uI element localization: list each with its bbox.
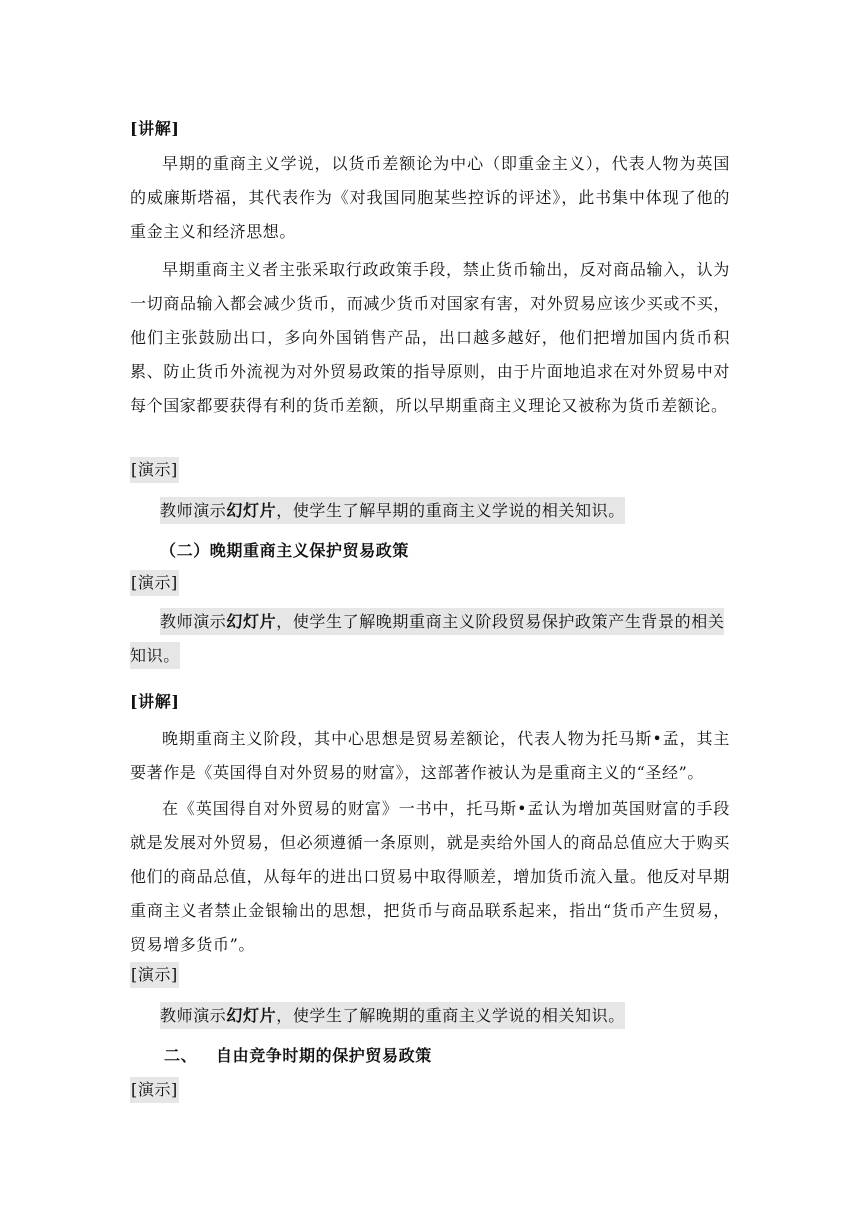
section-tag-demo: [演示] — [130, 962, 179, 988]
demo-instruction-highlight — [160, 497, 625, 524]
demo-suffix: ，使学生了解晚期的重商主义学说的相关知识。 — [276, 1006, 625, 1025]
section-tag-explain: [讲解] — [130, 119, 180, 138]
section-tag-demo-wrapper — [130, 457, 730, 483]
demo-instruction-late-background — [130, 605, 730, 673]
section-tag-demo: [演示] — [130, 570, 179, 596]
demo-instruction-early — [130, 494, 730, 528]
paragraph-late-mercantilism-intro: 晚期重商主义阶段，其中心思想是贸易差额论，代表人物为托马斯•孟，其主要著作是《英国得自对外贸易的财富》，这部著作被认为是重商主义的“圣经”。 — [130, 729, 730, 782]
paragraph-early-mercantilism-intro: 早期的重商主义学说，以货币差额论为中心（即重金主义），代表人物为英国的威廉斯塔福，其代表作为《对我国同胞某些控诉的评述》，此书集中体现了他的重金主义和经济思想。 — [130, 154, 730, 241]
section-title: 自由竞争时期的保护贸易政策 — [216, 1046, 432, 1065]
paragraph-thomas-mun: 在《英国得自对外贸易的财富》一书中，托马斯•孟认为增加英国财富的手段就是发展对外贸易，但必须遵循一条原则，就是卖给外国人的商品总值应大于购买他们的商品总值，从每年的进出口贸易中取得顺差，增加货币流入量。他反对早期重商主义者禁止金银输出的思想，把货币与商品联系起来，指出“货币产生贸易，贸易增多货币”。 — [130, 799, 730, 954]
demo-keyword-slides: 幻灯片 — [226, 501, 277, 520]
section-tag-demo: [演示] — [130, 1077, 179, 1103]
section-tag-demo-wrapper — [130, 570, 730, 596]
section-number: 二、 — [164, 1046, 198, 1065]
section-tag-demo-wrapper — [130, 962, 730, 988]
section-tag-explain: [讲解] — [130, 692, 180, 711]
demo-prefix: 教师演示 — [160, 612, 227, 631]
demo-keyword-slides: 幻灯片 — [226, 1006, 277, 1025]
demo-suffix: ，使学生了解晚期重商主义阶段贸易保护政策产生背景的相关知识。 — [130, 612, 725, 665]
section-tag-demo: [演示] — [130, 457, 179, 483]
subheading-late-mercantilism: （二）晚期重商主义保护贸易政策 — [160, 541, 410, 560]
demo-instruction-highlight — [160, 1002, 625, 1029]
demo-keyword-slides: 幻灯片 — [226, 612, 277, 631]
demo-instruction-late — [130, 999, 730, 1033]
demo-prefix: 教师演示 — [160, 501, 227, 520]
demo-suffix: ，使学生了解早期的重商主义学说的相关知识。 — [276, 501, 625, 520]
demo-prefix: 教师演示 — [160, 1006, 227, 1025]
demo-instruction-highlight — [130, 608, 724, 669]
section-tag-demo-wrapper — [130, 1077, 730, 1103]
section-heading-free-competition — [130, 1043, 730, 1069]
paragraph-early-mercantilism-policy: 早期重商主义者主张采取行政政策手段，禁止货币输出，反对商品输入，认为一切商品输入都会减少货币，而减少货币对国家有害，对外贸易应该少买或不买，他们主张鼓励出口，多向外国销售产品，出口越多越好，他们把增加国内货币积累、防止货币外流视为对外贸易政策的指导原则，由于片面地追求在对外贸易中对每个国家都要获得有利的货币差额，所以早期重商主义理论又被称为货币差额论。 — [130, 260, 730, 415]
